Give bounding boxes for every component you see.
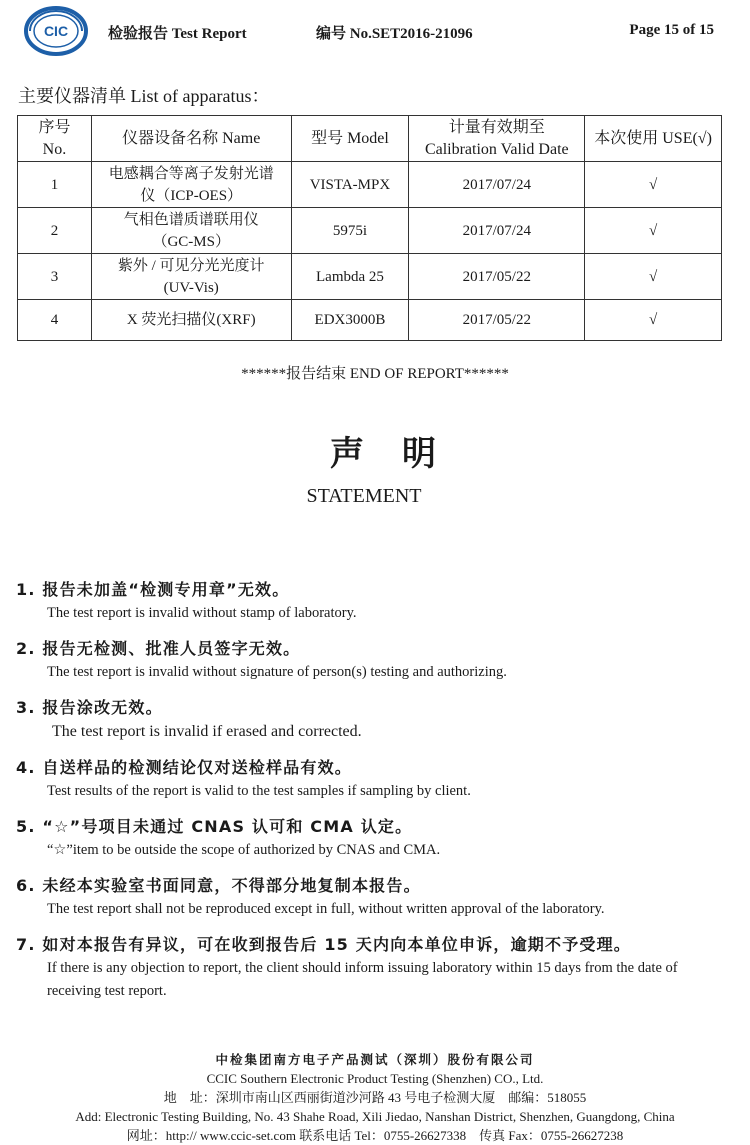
footer-company-en: CCIC Southern Electronic Product Testing (Shenzhen) CO., Ltd. — [206, 1071, 544, 1086]
end-of-report: ******报告结束 END OF REPORT****** — [241, 366, 509, 382]
ccic-logo-icon — [24, 6, 88, 56]
statement-item — [16, 756, 716, 815]
statement-item-en: The test report is invalid without signature of person(s) testing and authorizing. — [47, 664, 507, 680]
report-title: 检验报告 Test Report — [108, 26, 247, 42]
statement-item-cn: 5. “☆”号项目未通过 CNAS 认可和 CMA 认定。 — [16, 817, 413, 836]
footer-address-en: Add: Electronic Testing Building, No. 43 Shahe Road, Xili Jiedao, Nanshan District, Shenzhen, Guangdong, China — [75, 1109, 675, 1124]
page-footer — [0, 1050, 750, 1145]
statement-item-cn: 6. 未经本实验室书面同意，不得部分地复制本报告。 — [16, 876, 421, 895]
report-number: 编号 No.SET2016-21096 — [316, 26, 473, 42]
statement-item-cn: 3. 报告涂改无效。 — [16, 698, 163, 717]
footer-address-cn: 地 址：深圳市南山区西丽街道沙河路 43 号电子检测大厦 邮编：518055 — [163, 1090, 587, 1105]
col-header-no: 序号 No. — [18, 116, 92, 162]
statement-item — [16, 578, 716, 637]
apparatus-list-title: 主要仪器清单 List of apparatus： — [18, 86, 270, 106]
cell-model: VISTA-MPX — [291, 162, 409, 208]
cell-date: 2017/05/22 — [409, 254, 585, 300]
cell-model: Lambda 25 — [291, 254, 409, 300]
cell-no: 4 — [18, 300, 92, 341]
cell-date: 2017/07/24 — [409, 208, 585, 254]
col-header-date: 计量有效期至 Calibration Valid Date — [409, 116, 585, 162]
statement-title-cn: 声明 — [330, 434, 474, 474]
table-header-row — [18, 116, 722, 162]
table-row — [18, 208, 722, 254]
statement-item-cn: 7. 如对本报告有异议，可在收到报告后 15 天内向本单位申诉，逾期不予受理。 — [16, 935, 631, 954]
statement-item-cn: 4. 自送样品的检测结论仅对送检样品有效。 — [16, 758, 352, 777]
cell-name: 电感耦合等离子发射光谱 仪（ICP-OES） — [91, 162, 291, 208]
footer-contact: 网址：http:// www.ccic-set.com 联系电话 Tel：0755-26627338 传真 Fax：0755-26627238 — [126, 1128, 624, 1143]
statement-item-en: “☆”item to be outside the scope of authorized by CNAS and CMA. — [47, 842, 441, 858]
footer-company-cn: 中检集团南方电子产品测试（深圳）股份有限公司 — [215, 1052, 535, 1067]
statement-list — [16, 578, 716, 1003]
statement-item-cn: 2. 报告无检测、批准人员签字无效。 — [16, 639, 301, 658]
statement-title-en: STATEMENT — [306, 485, 422, 507]
col-header-name: 仪器设备名称 Name — [91, 116, 291, 162]
logo-text: CIC — [43, 23, 69, 39]
apparatus-table — [17, 115, 722, 341]
statement-item-en: Test results of the report is valid to the test samples if sampling by client. — [47, 783, 471, 799]
cell-name: 气相色谱质谱联用仪 （GC-MS） — [91, 208, 291, 254]
cell-use: √ — [585, 208, 722, 254]
cell-no: 2 — [18, 208, 92, 254]
page-indicator: Page 15 of 15 — [629, 22, 714, 38]
page-header — [0, 0, 750, 64]
statement-item — [16, 696, 716, 756]
cell-name: 紫外 / 可见分光光度计 (UV-Vis) — [91, 254, 291, 300]
cell-model: 5975i — [291, 208, 409, 254]
statement-item — [16, 874, 716, 933]
statement-item-en: If there is any objection to report, the client should inform issuing laboratory within 15 days from the date of receiving test report. — [47, 960, 678, 999]
statement-item-en: The test report is invalid if erased and corrected. — [52, 723, 362, 740]
cell-no: 1 — [18, 162, 92, 208]
statement-item-en: The test report shall not be reproduced except in full, without written approval of the laboratory. — [47, 901, 605, 917]
statement-item — [16, 933, 716, 1003]
table-row — [18, 162, 722, 208]
cell-use: √ — [585, 300, 722, 341]
statement-item-cn: 1. 报告未加盖“检测专用章”无效。 — [16, 580, 290, 599]
cell-date: 2017/05/22 — [409, 300, 585, 341]
cell-use: √ — [585, 162, 722, 208]
cell-model: EDX3000B — [291, 300, 409, 341]
col-header-use: 本次使用 USE(√) — [585, 116, 722, 162]
cell-date: 2017/07/24 — [409, 162, 585, 208]
table-row — [18, 300, 722, 341]
statement-item — [16, 815, 716, 874]
statement-item — [16, 637, 716, 696]
cell-use: √ — [585, 254, 722, 300]
col-header-model: 型号 Model — [291, 116, 409, 162]
table-row — [18, 254, 722, 300]
cell-no: 3 — [18, 254, 92, 300]
cell-name: X 荧光扫描仪(XRF) — [91, 300, 291, 341]
statement-item-en: The test report is invalid without stamp of laboratory. — [47, 605, 357, 621]
